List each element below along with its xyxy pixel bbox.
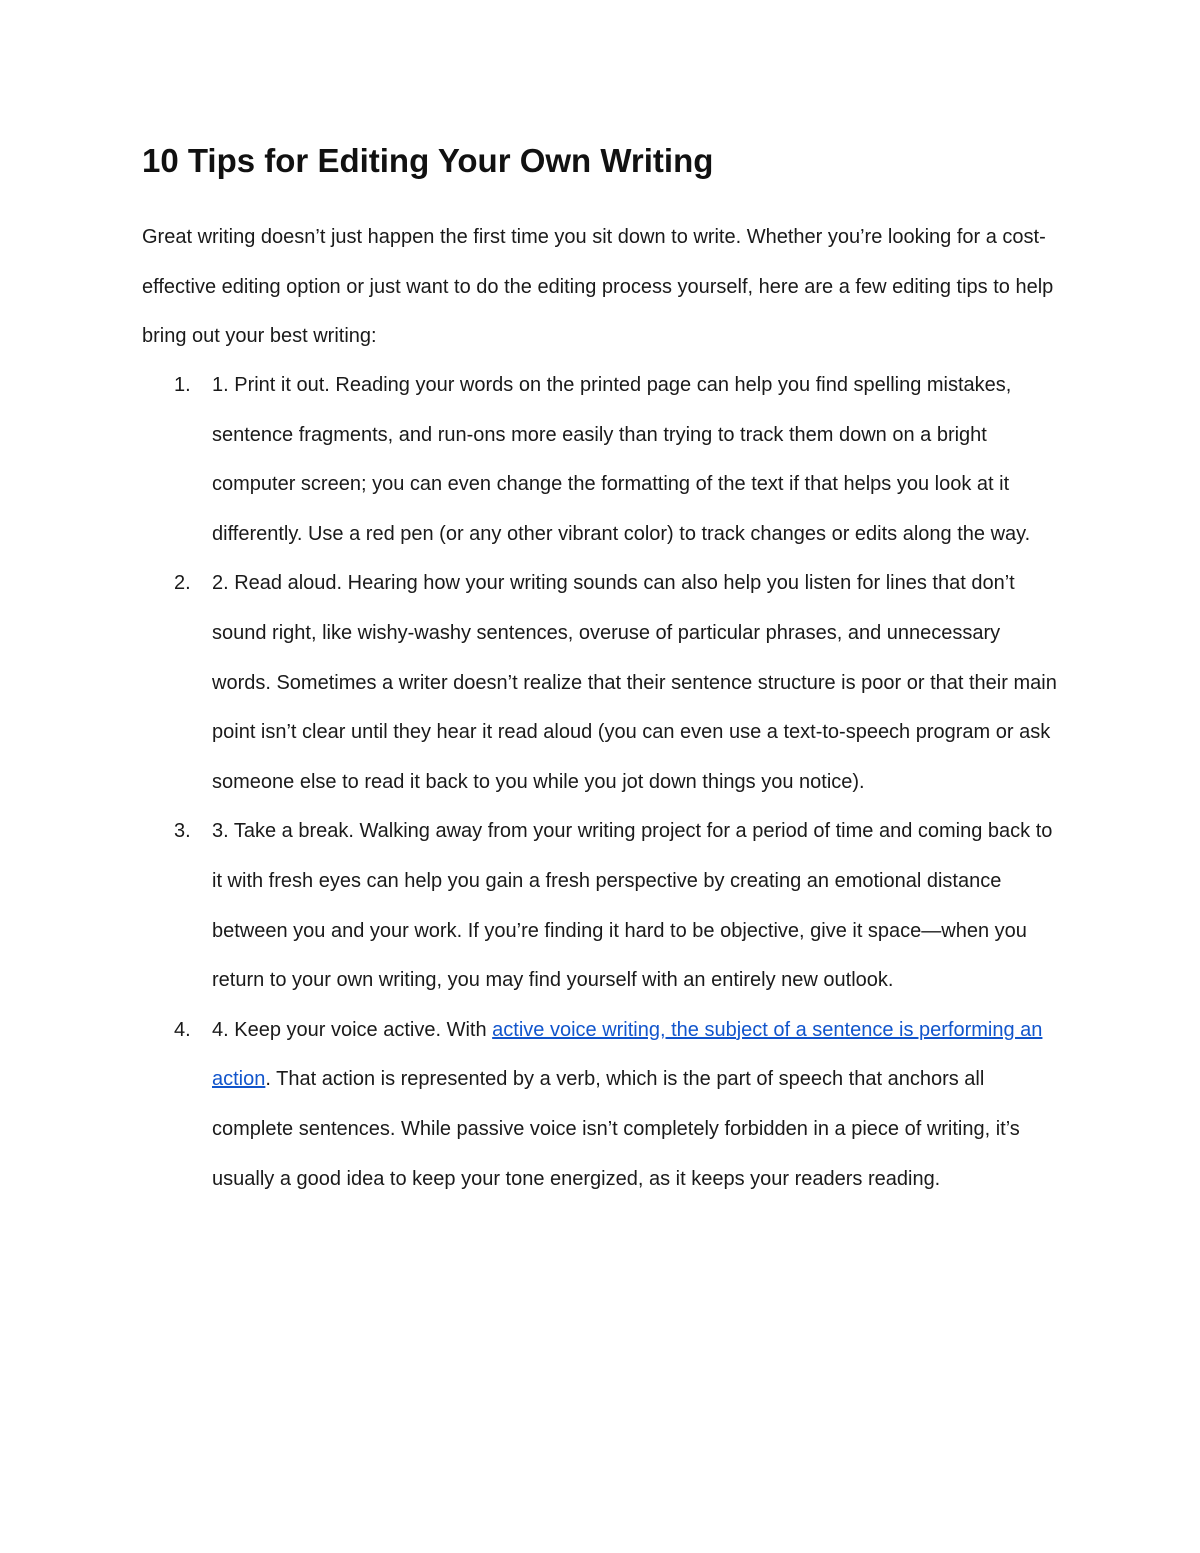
list-marker: 3. xyxy=(174,820,191,843)
list-item-tip-4 xyxy=(0,1006,1060,1204)
list-marker: 2. xyxy=(174,572,191,595)
active-voice-link[interactable]: active voice writing, the subject of a sentence is performing an action xyxy=(212,1018,1043,1091)
tip-text: 3. Take a break. Walking away from your writing project for a period of time and coming back to it with fresh eyes can help you gain a fresh perspective by creating an emotional distance between you and your work. If you’re finding it hard to be objective, give it space—when you return to your own writing, you may find yourself with an entirely new outlook. xyxy=(212,820,1053,992)
tip-text: 1. Print it out. Reading your words on the printed page can help you find spelling mistakes, sentence fragments, and run-ons more easily than trying to track them down on a bright computer screen; you can even change the formatting of the text if that helps you look at it differently. Use a red pen (or any other vibrant color) to track changes or edits along the way. xyxy=(212,374,1031,545)
list-item-tip-3 xyxy=(0,807,1060,1005)
list-marker: 1. xyxy=(174,374,191,396)
tip-text: 2. Read aloud. Hearing how your writing sounds can also help you listen for lines that don’t sound right, like wishy-washy sentences, overuse of particular phrases, and unnecessary words. Sometimes a writer doesn’t realize that their sentence structure is poor or that their main point isn’t clear until they hear it read aloud (you can even use a text-to-speech program or ask someone else to read it back to you while you jot down things you notice). xyxy=(212,572,1057,793)
list-marker: 4. xyxy=(174,1018,191,1041)
list-item-tip-2 xyxy=(0,559,1060,807)
tip-text-before-link: 4. Keep your voice active. With xyxy=(212,1018,493,1041)
tips-list xyxy=(0,361,1200,1204)
document-title: 10 Tips for Editing Your Own Writing xyxy=(142,142,714,179)
tip-text-after-link: . That action is represented by a verb, which is the part of speech that anchors all complete sentences. While passive voice isn’t completely forbidden in a piece of writing, it’s usually a good idea to keep your tone energized, as it keeps your readers reading. xyxy=(212,1068,1020,1190)
intro-paragraph: Great writing doesn’t just happen the first time you sit down to write. Whether you’re looking for a cost-effective editing option or just want to do the editing process yourself, here are a few editing tips to help bring out your best writing: xyxy=(142,226,1054,348)
list-item-tip-1 xyxy=(0,361,1060,559)
